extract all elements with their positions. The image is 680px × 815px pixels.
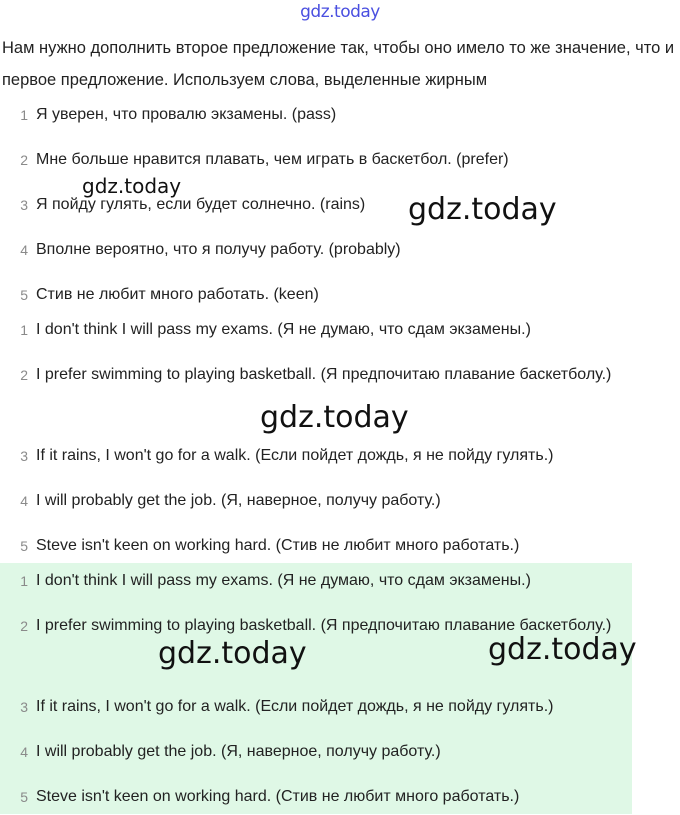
item-text: I will probably get the job. (Я, наверное, получу работу.) (36, 492, 441, 509)
item-number: 2 (20, 618, 28, 634)
tasks-list (0, 97, 680, 313)
item-number: 5 (20, 538, 28, 554)
watermark-text: gdz.today (408, 192, 557, 227)
item-number: 1 (20, 573, 28, 589)
item-number: 4 (20, 744, 28, 760)
item-text: Я пойду гулять, если будет солнечно. (rains) (36, 196, 366, 213)
item-number: 5 (20, 287, 28, 303)
item-number: 4 (20, 242, 28, 258)
item-text: I don't think I will pass my exams. (Я не думаю, что сдам экзамены.) (36, 321, 531, 338)
item-text: I prefer swimming to playing basketball. (Я предпочитаю плавание баскетболу.) (36, 617, 612, 634)
item-number: 2 (20, 152, 28, 168)
watermark-text: gdz.today (82, 174, 182, 198)
item-number: 3 (20, 699, 28, 715)
watermark-text: gdz.today (158, 636, 307, 671)
item-number: 5 (20, 789, 28, 805)
highlighted-answers-block (0, 563, 632, 814)
watermark-text: gdz.today (488, 632, 637, 667)
item-number: 2 (20, 367, 28, 383)
item-text: I will probably get the job. (Я, наверное, получу работу.) (36, 743, 441, 760)
item-number: 1 (20, 107, 28, 123)
item-number: 3 (20, 197, 28, 213)
item-number: 1 (20, 322, 28, 338)
site-watermark: gdz.today (300, 2, 380, 22)
item-text: Мне больше нравится плавать, чем играть в баскетбол. (prefer) (36, 151, 509, 168)
item-text: Steve isn't keen on working hard. (Стив не любит много работать.) (36, 537, 520, 554)
item-text: Steve isn't keen on working hard. (Стив не любит много работать.) (36, 788, 520, 805)
item-text: If it rains, I won't go for a walk. (Если пойдет дождь, я не пойду гулять.) (36, 447, 554, 464)
item-text: Стив не любит много работать. (keen) (36, 286, 319, 303)
item-text: I don't think I will pass my exams. (Я не думаю, что сдам экзамены.) (36, 572, 531, 589)
answers-list (0, 312, 680, 564)
item-number: 3 (20, 448, 28, 464)
item-text: Я уверен, что провалю экзамены. (pass) (36, 106, 337, 123)
item-text: I prefer swimming to playing basketball. (Я предпочитаю плавание баскетболу.) (36, 366, 612, 383)
intro-paragraph: Нам нужно дополнить второе предложение так, чтобы оно имело то же значение, что и первое предложение. Используем слова, выделенные жирным (2, 39, 675, 89)
item-text: If it rains, I won't go for a walk. (Если пойдет дождь, я не пойду гулять.) (36, 698, 554, 715)
item-text: Вполне вероятно, что я получу работу. (probably) (36, 241, 401, 258)
item-number: 4 (20, 493, 28, 509)
watermark-text: gdz.today (260, 400, 409, 435)
